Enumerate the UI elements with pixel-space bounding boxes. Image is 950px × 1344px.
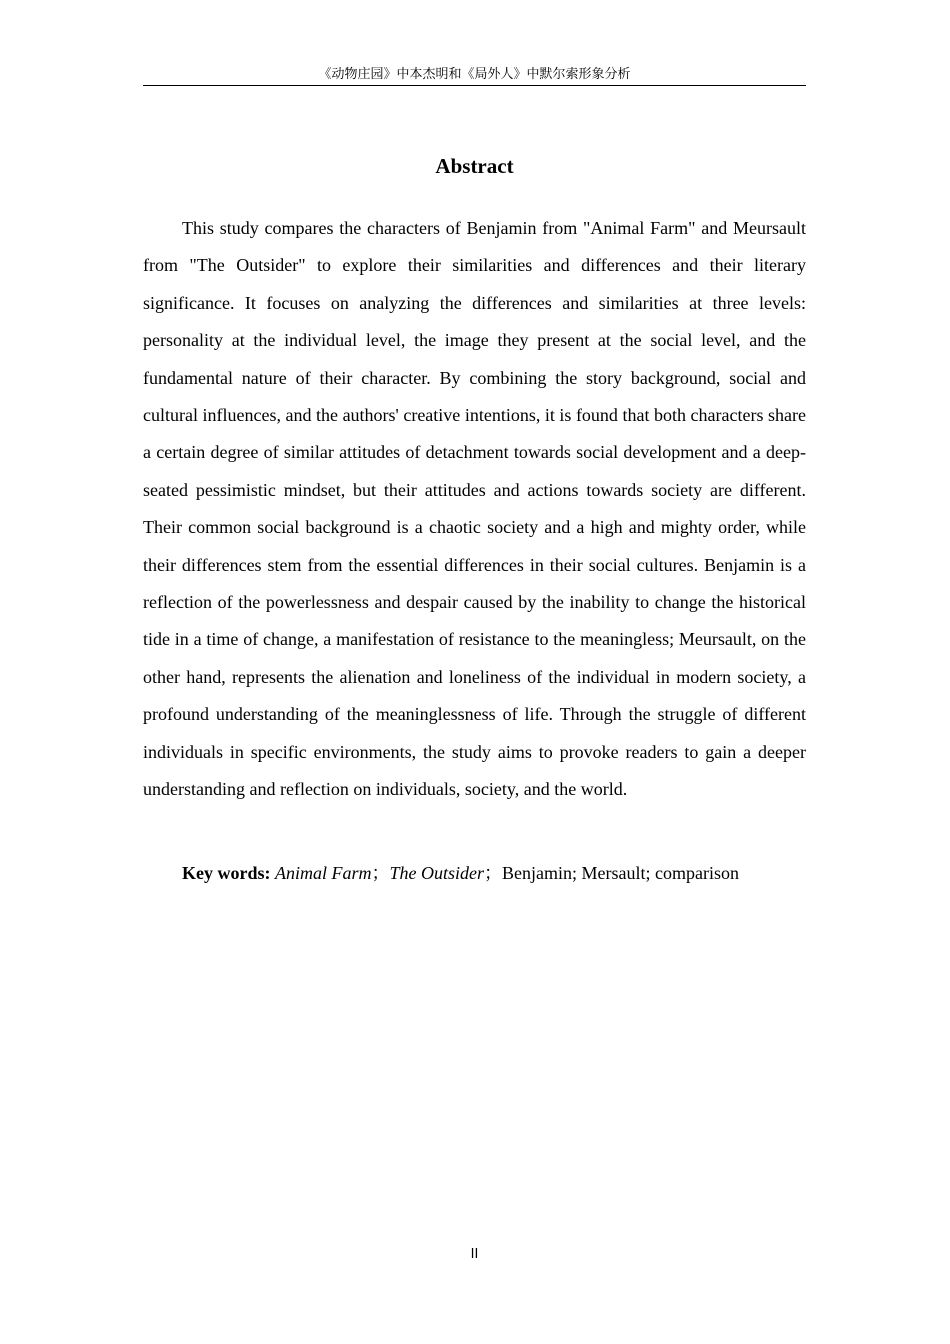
keywords-label: Key words:	[182, 863, 271, 883]
keyword-separator: ；	[484, 863, 502, 883]
keywords-line	[182, 858, 806, 888]
keyword-animal-farm: Animal Farm	[275, 863, 372, 883]
header-rule	[143, 85, 806, 86]
keyword-separator: ；	[371, 863, 390, 883]
keyword-the-outsider: The Outsider	[389, 863, 484, 883]
keyword-rest: Benjamin; Mersault; comparison	[502, 863, 739, 883]
abstract-body: This study compares the characters of Benjamin from "Animal Farm" and Meursault from "The Outsider" to explore their similarities and differences and their literary significance. It focuses on analyzing the differences and similarities at three levels: personality at the individual level, the image they present at the social level, and the fundamental nature of their character. By combining the story background, social and cultural influences, and the authors' creative intentions, it is found that both characters share a certain degree of similar attitudes of detachment towards social development and a deep-seated pessimistic mindset, but their attitudes and actions towards society are different. Their common social background is a chaotic society and a high and mighty order, while their differences stem from the essential differences in their social cultures. Benjamin is a reflection of the powerlessness and despair caused by the inability to change the historical tide in a time of change, a manifestation of resistance to the meaningless; Meursault, on the other hand, represents the alienation and loneliness of the individual in modern society, a profound understanding of the meaninglessness of life. Through the struggle of different individuals in specific environments, the study aims to provoke readers to gain a deeper understanding and reflection on individuals, society, and the world.	[143, 218, 806, 800]
abstract-title: Abstract	[435, 154, 514, 178]
running-header: 《动物庄园》中本杰明和《局外人》中默尔索形象分析	[318, 67, 631, 82]
page-number: II	[470, 1247, 479, 1262]
